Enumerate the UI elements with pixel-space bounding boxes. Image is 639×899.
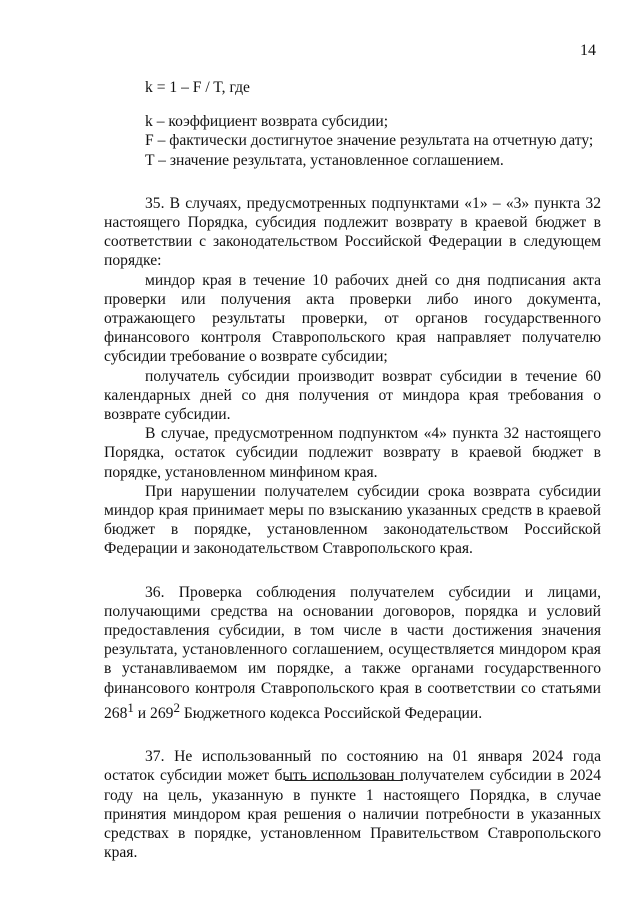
end-separator-line: [285, 780, 403, 781]
page-number: 14: [580, 42, 596, 59]
paragraph-37: 37. Не использованный по состоянию на 01 января 2024 года остаток субсидии может быть использован получателем субсидии в 2024 году на цель, указанную в пункте 1 настоящего Порядка, в случае принятия миндором края решения о наличии потребности в указанных средствах в порядке, установленном Правительством Ставропольского края.: [104, 748, 601, 862]
superscript-1: 1: [127, 699, 134, 715]
superscript-2: 2: [173, 699, 180, 715]
paragraph-35: 35. В случаях, предусмотренных подпунктами «1» – «3» пункта 32 настоящего Порядка, субсидия подлежит возврату в краевой бюджет в соответствии с законодательством Российской Федерации в следующем порядке:: [104, 194, 601, 270]
formula: k = 1 – F / T, где: [145, 79, 250, 96]
legend-f: F – фактически достигнутое значение результата на отчетную дату;: [145, 132, 594, 150]
paragraph-36: 36. Проверка соблюдения получателем субсидии и лицами, получающими средства на основании договоров, порядка и условий предоставления субсидии, в том числе в части достижения значения результата, установленного соглашением, осуществляется миндором края в устанавливаемом им порядке, а также органами государственного финансового контроля Ставропольского края в соответствии со статьями $268^1$ и $269^2$ Бюджетного кодекса Российской Федерации.: [104, 583, 601, 723]
document-body: [104, 78, 601, 863]
legend-t: T – значение результата, установленное соглашением.: [145, 151, 504, 169]
paragraph-35-b: получатель субсидии производит возврат субсидии в течение 60 календарных дней со дня получения от миндора края требования о возврате субсидии.: [104, 367, 601, 424]
paragraph-35-c: В случае, предусмотренном подпунктом «4» пункта 32 настоящего Порядка, остаток субсидии подлежит возврату в краевой бюджет в порядке, установленном минфином края.: [104, 425, 601, 481]
paragraph-35-a: миндор края в течение 10 рабочих дней со дня подписания акта проверки или получения акта проверки либо иного документа, отражающего результаты проверки, от органов государственного финансового контроля Ставропольского края направляет получателю субсидии требование о возврате субсидии;: [104, 271, 601, 366]
paragraph-35-d: При нарушении получателем субсидии срока возврата субсидии миндор края принимает меры по взысканию указанных средств в краевой бюджет в порядке, установленном законодательством Российской Федерации и законодательством Ставропольского края.: [104, 482, 601, 558]
legend-k: k – коэффициент возврата субсидии;: [145, 113, 389, 131]
